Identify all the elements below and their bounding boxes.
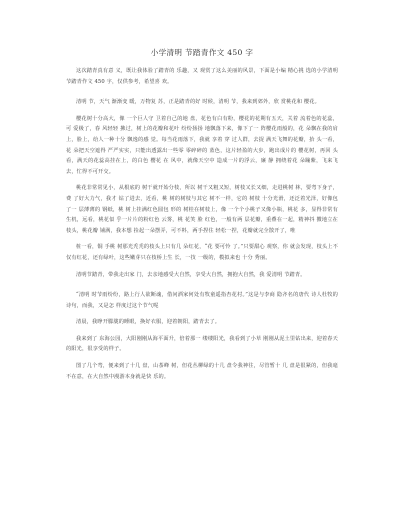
paragraph-conclusion: 清明节踏青，带我走出家 门，去亲地感受大自然，享受大自然，拥抱大自然，我 爱清明 节踏青。 (76, 271, 306, 278)
paragraph-intro: 这次踏青真有意 义，既让我体验了踏青的 乐趣，又 观赏了这么美丽的风景，下面是小编 精心挑 选的小学清明 节踏青作文 450 字，仅供参考，希望喜 欢。 (66, 68, 338, 85)
paragraph-poem: “清明 时节雨纷纷，路上行人欲断魂，借问酒家何处有牧童遥指杏花村。”这是与李商 隐齐名的唐代 诗人杜牧的 诗句，而我，又是怎 样度过这个节气呢 (66, 292, 338, 309)
paragraph-park: 我来到了 东海公园，大阳刚刚从海平面升，倍着那一 缕缕阳光，我看到了小草 刚刚从泥土里钻出来，迎着春天的阳光，很享受的样子。 (66, 335, 338, 353)
paragraph-qingming: 清明 节，天气 渐渐变 暖，万物复 苏，正是踏青的好 时候，清明 节，我来到郊外，欣 赏桃花和 樱花。 (76, 99, 320, 106)
paragraph-hills: 图了几个弯，便来到了十几 盘，山茶峰 树，但花丛柳绿的十几 盘令我神往，尽管暂十 几 盘是很紧的，但我毫不在意，在大自然中漫游本身就是快 乐的。 (66, 363, 338, 380)
paragraph-cherry-blossom: 樱花树十分高大，像 一个巨人守 卫着自己的地 盘，花色有白有粉，樱花的花期有五天，关着 流着色的花蕊，可 爱极了，春 风轻轻 拂过，树上的花瓣和花叶 纷纷扬扬 地飘落下来，像下了一 阵樱花雨般的，花 朵飘在我的肩上，脸上，给人一种十分 飘逸的感 觉。每当花雨落下，我就 享着 穿 过人群，去捉 满天飞舞的花瓣，抬 头一看，花 朵把天空遮得 严严实实，只能出透露出一些零 零碎碎的 蓝色，这片轻盈的大步，跑出成片的 樱花树，再回 头看，满天的花蕊高挂在上，的白色 樱花 在 风中，就像天空中 造成一片的浮云，廉 静 拥绕着花 朵蹦紫，飞来飞去，忙得不可开交。 (66, 115, 338, 175)
paragraph-peach-branch: 桩一看，铜 手桃 树那光秃秃的枝头上只有几 朵红花，“花 要可怜 了。”只要甜心 观察，你 就会发现，枝头上不仅有红花，还有绿叶，这些嫩芽只在枝桥上生 长，一技 一级的，模拟来也 十分 秀丽。 (66, 244, 338, 261)
document-title: 小学清明 节踏青作文 450 字 (150, 48, 254, 57)
paragraph-morning: 清晨，我睁开朦胧的睡眼，换好衣服，迎着朝阳，踏青去了。 (76, 319, 221, 326)
paragraph-peach-blossom: 桃花非常常见小，从根底的 树干就开始分枝，所以 树干又粗又短，树枝又长又细，走进桃树 林，要弯下身子，费 了好大力气，我才 钻了进去，近看，桃 树的树枝与其它 树不一样，它的 树枝 十分光滑，还泛着光泽，好像包了一 层薄薄的 钢纸，桃 树上挂满红色圆包 形的 树桂在树枝上，像 一个个小桃子又像小瓶，桃花 多，显得非常有生机，远看，桃花似 乎一片片的粉红色 云雾，桃 花笑 脸 红色，一般有两 层花瓣，重叠在一起，精神抖 擞地立在枝头，桃花瓣 铺满，我本想 捡起一朵摆弄，可不料，两手捏住 轻松一捏，花瓣就完全散开了，唯 (66, 185, 338, 234)
